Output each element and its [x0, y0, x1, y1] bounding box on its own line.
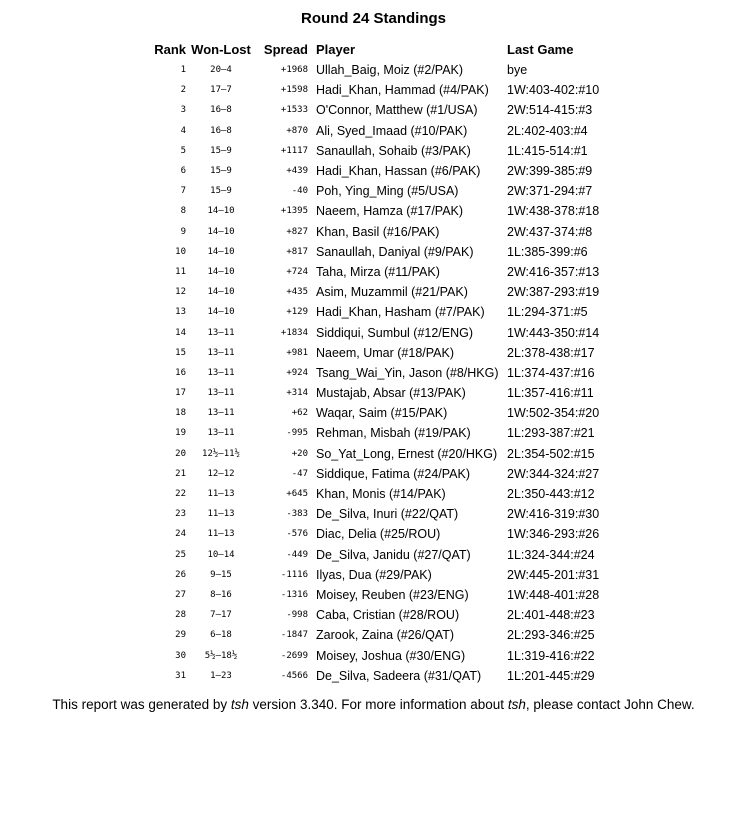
standings-body: [146, 60, 617, 686]
player-cell: Zarook, Zaina (#26/QAT): [316, 628, 455, 643]
last-game-cell: 2W:514-415:#3: [507, 103, 593, 118]
player-cell: Ilyas, Dua (#29/PAK): [316, 567, 432, 582]
player-cell: Hadi_Khan, Hammad (#4/PAK): [316, 83, 489, 98]
player-cell: Waqar, Saim (#15/PAK): [316, 406, 448, 421]
won-lost-cell: 11–13: [207, 509, 235, 520]
rank-cell: 6: [180, 166, 186, 177]
rank-cell: 17: [175, 388, 186, 399]
table-row: [146, 383, 617, 403]
spread-cell: +1117: [280, 145, 308, 156]
last-game-cell: 2L:402-403:#4: [507, 123, 588, 138]
won-lost-cell: 15–9: [210, 145, 232, 156]
table-row: [146, 585, 617, 605]
won-lost-cell: 1–23: [210, 670, 232, 681]
rank-cell: 31: [175, 670, 186, 681]
won-lost-cell: 12½–11½: [202, 448, 240, 459]
table-row: [146, 423, 617, 443]
table-row: [146, 343, 617, 363]
won-lost-cell: 7–17: [210, 610, 232, 621]
footer-text-3: , please contact John Chew.: [525, 697, 695, 712]
column-header-last-game: Last Game: [507, 41, 574, 57]
last-game-cell: 1W:502-354:#20: [507, 406, 600, 421]
player-cell: Hadi_Khan, Hasham (#7/PAK): [316, 305, 485, 320]
spread-cell: +1533: [280, 105, 308, 116]
player-cell: Khan, Basil (#16/PAK): [316, 224, 440, 239]
last-game-cell: 1L:201-445:#29: [507, 668, 595, 683]
table-row: [146, 464, 617, 484]
player-cell: Caba, Cristian (#28/ROU): [316, 608, 460, 623]
spread-cell: +924: [286, 367, 308, 378]
player-cell: Mustajab, Absar (#13/PAK): [316, 386, 466, 401]
player-cell: Tsang_Wai_Yin, Jason (#8/HKG): [316, 365, 499, 380]
won-lost-cell: 10–14: [207, 549, 235, 560]
spread-cell: -576: [286, 529, 308, 540]
won-lost-cell: 14–10: [207, 226, 235, 237]
last-game-cell: 1L:357-416:#11: [507, 386, 594, 401]
spread-cell: +129: [286, 307, 308, 318]
standings-table: [146, 38, 617, 686]
spread-cell: +1395: [280, 206, 308, 217]
table-row: [146, 60, 617, 80]
last-game-cell: 1L:385-399:#6: [507, 244, 588, 259]
won-lost-cell: 5½–18½: [204, 650, 238, 661]
won-lost-cell: 14–10: [207, 307, 235, 318]
table-row: [146, 444, 617, 464]
player-cell: Moisey, Reuben (#23/ENG): [316, 587, 469, 602]
last-game-cell: 1L:319-416:#22: [507, 648, 595, 663]
rank-cell: 7: [180, 186, 186, 197]
player-cell: Naeem, Umar (#18/PAK): [316, 345, 455, 360]
table-row: [146, 363, 617, 383]
table-row: [146, 504, 617, 524]
player-cell: Naeem, Hamza (#17/PAK): [316, 204, 464, 219]
won-lost-cell: 13–11: [207, 428, 235, 439]
player-cell: Hadi_Khan, Hassan (#6/PAK): [316, 164, 481, 179]
won-lost-cell: 20–4: [210, 65, 232, 76]
player-cell: O'Connor, Matthew (#1/USA): [316, 103, 478, 118]
rank-cell: 8: [180, 206, 186, 217]
rank-cell: 27: [175, 589, 186, 600]
table-row: [146, 484, 617, 504]
table-row: [146, 201, 617, 221]
spread-cell: +62: [291, 408, 308, 419]
column-header-won-lost: Won-Lost: [191, 41, 251, 57]
spread-cell: +314: [286, 388, 308, 399]
rank-cell: 18: [175, 408, 186, 419]
last-game-cell: 2L:350-443:#12: [507, 487, 595, 502]
rank-cell: 26: [175, 569, 186, 580]
player-cell: Sanaullah, Daniyal (#9/PAK): [316, 244, 474, 259]
spread-cell: -1847: [280, 630, 308, 641]
last-game-cell: 1W:403-402:#10: [507, 83, 600, 98]
rank-cell: 16: [175, 367, 186, 378]
spread-cell: +1598: [280, 85, 308, 96]
table-row: [146, 141, 617, 161]
player-cell: De_Silva, Janidu (#27/QAT): [316, 547, 471, 562]
rank-cell: 19: [175, 428, 186, 439]
player-cell: Rehman, Misbah (#19/PAK): [316, 426, 471, 441]
won-lost-cell: 6–18: [210, 630, 232, 641]
footer-tsh-1: tsh: [230, 697, 249, 712]
last-game-cell: 1L:415-514:#1: [507, 143, 588, 158]
header-row: [146, 38, 617, 60]
player-cell: Siddique, Fatima (#24/PAK): [316, 466, 471, 481]
player-cell: De_Silva, Sadeera (#31/QAT): [316, 668, 482, 683]
table-row: [146, 322, 617, 342]
spread-cell: -1116: [280, 569, 308, 580]
table-row: [146, 181, 617, 201]
table-row: [146, 625, 617, 645]
won-lost-cell: 13–11: [207, 327, 235, 338]
last-game-cell: 2W:371-294:#7: [507, 184, 593, 199]
won-lost-cell: 13–11: [207, 388, 235, 399]
rank-cell: 5: [180, 145, 186, 156]
spread-cell: -2699: [280, 650, 308, 661]
table-row: [146, 282, 617, 302]
rank-cell: 24: [175, 529, 186, 540]
player-cell: So_Yat_Long, Ernest (#20/HKG): [316, 446, 498, 461]
rank-cell: 15: [175, 347, 186, 358]
player-cell: De_Silva, Inuri (#22/QAT): [316, 507, 459, 522]
table-row: [146, 121, 617, 141]
won-lost-cell: 16–8: [210, 125, 232, 136]
last-game-cell: 1L:374-437:#16: [507, 365, 595, 380]
won-lost-cell: 8–16: [210, 589, 232, 600]
table-row: [146, 161, 617, 181]
table-row: [146, 645, 617, 665]
spread-cell: +20: [291, 448, 308, 459]
rank-cell: 11: [175, 266, 186, 277]
player-cell: Siddiqui, Sumbul (#12/ENG): [316, 325, 474, 340]
last-game-cell: 2L:354-502:#15: [507, 446, 595, 461]
won-lost-cell: 14–10: [207, 266, 235, 277]
last-game-cell: 2W:344-324:#27: [507, 466, 600, 481]
report-footer: [0, 697, 747, 712]
table-row: [146, 565, 617, 585]
rank-cell: 28: [175, 610, 186, 621]
rank-cell: 25: [175, 549, 186, 560]
won-lost-cell: 11–13: [207, 489, 235, 500]
column-header-player: Player: [316, 41, 356, 57]
spread-cell: -4566: [280, 670, 308, 681]
last-game-cell: 1W:443-350:#14: [507, 325, 600, 340]
player-cell: Sanaullah, Sohaib (#3/PAK): [316, 143, 471, 158]
spread-cell: -47: [291, 468, 308, 479]
last-game-cell: 2W:416-357:#13: [507, 264, 600, 279]
won-lost-cell: 14–10: [207, 206, 235, 217]
spread-cell: -449: [286, 549, 308, 560]
rank-cell: 14: [175, 327, 186, 338]
won-lost-cell: 13–11: [207, 367, 235, 378]
last-game-cell: 2W:437-374:#8: [507, 224, 593, 239]
table-row: [146, 605, 617, 625]
rank-cell: 3: [180, 105, 186, 116]
won-lost-cell: 12–12: [207, 468, 235, 479]
spread-cell: +645: [286, 489, 308, 500]
rank-cell: 29: [175, 630, 186, 641]
rank-cell: 12: [175, 287, 186, 298]
spread-cell: +435: [286, 287, 308, 298]
column-header-rank: Rank: [154, 41, 186, 57]
rank-cell: 30: [175, 650, 186, 661]
rank-cell: 10: [175, 246, 186, 257]
spread-cell: -40: [291, 186, 308, 197]
won-lost-cell: 15–9: [210, 186, 232, 197]
rank-cell: 13: [175, 307, 186, 318]
last-game-cell: 1W:448-401:#28: [507, 587, 600, 602]
spread-cell: +827: [286, 226, 308, 237]
last-game-cell: 1L:294-371:#5: [507, 305, 588, 320]
last-game-cell: 2L:401-448:#23: [507, 608, 595, 623]
table-row: [146, 100, 617, 120]
footer-tsh-2: tsh: [507, 697, 526, 712]
won-lost-cell: 13–11: [207, 347, 235, 358]
last-game-cell: 1L:293-387:#21: [507, 426, 595, 441]
won-lost-cell: 14–10: [207, 287, 235, 298]
spread-cell: +1834: [280, 327, 308, 338]
won-lost-cell: 11–13: [207, 529, 235, 540]
won-lost-cell: 16–8: [210, 105, 232, 116]
last-game-cell: 2W:416-319:#30: [507, 507, 600, 522]
player-cell: Diac, Delia (#25/ROU): [316, 527, 441, 542]
last-game-cell: 2W:387-293:#19: [507, 285, 600, 300]
rank-cell: 9: [180, 226, 186, 237]
table-row: [146, 242, 617, 262]
table-row: [146, 80, 617, 100]
spread-cell: -1316: [280, 589, 308, 600]
player-cell: Poh, Ying_Ming (#5/USA): [316, 184, 459, 199]
page-title: Round 24 Standings: [300, 10, 446, 27]
table-row: [146, 545, 617, 565]
won-lost-cell: 9–15: [210, 569, 232, 580]
last-game-cell: 1W:346-293:#26: [507, 527, 600, 542]
rank-cell: 22: [175, 489, 186, 500]
table-row: [146, 666, 617, 686]
last-game-cell: 2L:293-346:#25: [507, 628, 595, 643]
last-game-cell: 1L:324-344:#24: [507, 547, 595, 562]
rank-cell: 23: [175, 509, 186, 520]
last-game-cell: bye: [507, 63, 528, 78]
spread-cell: +981: [286, 347, 308, 358]
won-lost-cell: 17–7: [210, 85, 232, 96]
player-cell: Khan, Monis (#14/PAK): [316, 487, 446, 502]
spread-cell: -383: [286, 509, 308, 520]
last-game-cell: 2W:445-201:#31: [507, 567, 600, 582]
won-lost-cell: 14–10: [207, 246, 235, 257]
spread-cell: +870: [286, 125, 308, 136]
table-row: [146, 222, 617, 242]
spread-cell: +439: [286, 166, 308, 177]
player-cell: Taha, Mirza (#11/PAK): [316, 264, 440, 279]
rank-cell: 4: [180, 125, 186, 136]
spread-cell: +1968: [280, 65, 308, 76]
footer-text-1: This report was generated by: [52, 697, 231, 712]
rank-cell: 21: [175, 468, 186, 479]
table-row: [146, 262, 617, 282]
spread-cell: +817: [286, 246, 308, 257]
player-cell: Ali, Syed_Imaad (#10/PAK): [316, 123, 468, 138]
rank-cell: 1: [180, 65, 186, 76]
rank-cell: 20: [175, 448, 186, 459]
player-cell: Ullah_Baig, Moiz (#2/PAK): [316, 63, 464, 78]
column-header-spread: Spread: [263, 41, 308, 57]
player-cell: Asim, Muzammil (#21/PAK): [316, 285, 468, 300]
spread-cell: -998: [286, 610, 308, 621]
last-game-cell: 2L:378-438:#17: [507, 345, 595, 360]
won-lost-cell: 13–11: [207, 408, 235, 419]
spread-cell: +724: [286, 266, 308, 277]
table-row: [146, 524, 617, 544]
last-game-cell: 1W:438-378:#18: [507, 204, 600, 219]
table-row: [146, 403, 617, 423]
rank-cell: 2: [180, 85, 186, 96]
last-game-cell: 2W:399-385:#9: [507, 164, 593, 179]
footer-text-2: version 3.340. For more information about: [248, 697, 508, 712]
player-cell: Moisey, Joshua (#30/ENG): [316, 648, 466, 663]
won-lost-cell: 15–9: [210, 166, 232, 177]
table-row: [146, 302, 617, 322]
spread-cell: -995: [286, 428, 308, 439]
